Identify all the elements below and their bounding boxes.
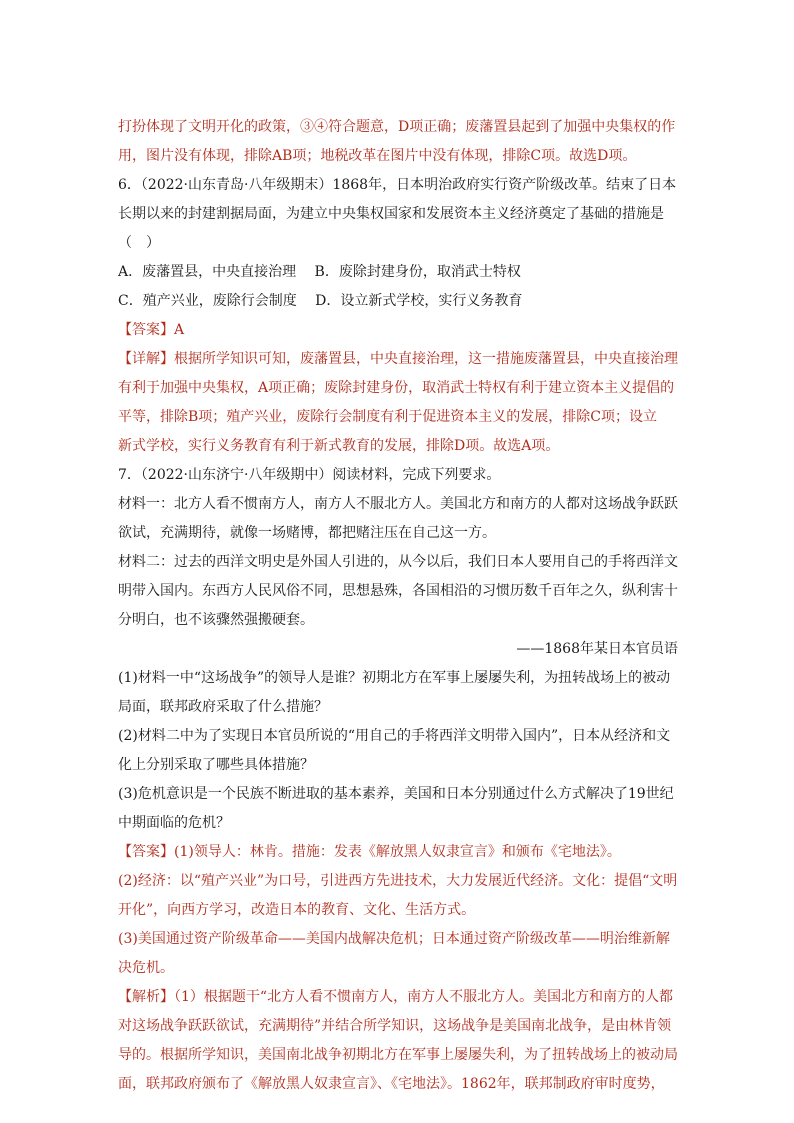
text-line: 【解析】（1）根据题干“北方人看不惯南方人，南方人不服北方人。美国北方和南方的人都 — [118, 989, 674, 1005]
text-line: 分明白，也不该骤然强搬硬套。 — [118, 612, 314, 628]
text-line: 有利于加强中央集权，A项正确；废除封建身份，取消武士特权有利于建立资本主义提倡的 — [118, 380, 675, 396]
text-line: (3)危机意识是一个民族不断进取的基本素养，美国和日本分别通过什么方式解决了19世纪 — [118, 786, 674, 802]
text-line: C．殖产兴业，废除行会制度 D．设立新式学校，实行义务教育 — [118, 293, 523, 309]
text-line: 局面，联邦政府采取了什么措施？ — [118, 699, 328, 715]
document-body — [118, 117, 678, 1103]
text-line: 化上分别采取了哪些具体措施？ — [118, 757, 314, 773]
text-line: 新式学校，实行义务教育有利于新式教育的发展，排除D项。故选A项。 — [118, 438, 560, 454]
text-line: (1)材料一中“这场战争”的领导人是谁？初期北方在军事上屡屡失利，为扭转战场上的被动 — [118, 670, 671, 686]
text-line: 材料一：北方人看不惯南方人，南方人不服北方人。美国北方和南方的人都对这场战争跃跃 — [118, 496, 678, 512]
text-line: （ ） — [118, 235, 160, 251]
text-line: 开化”，向西方学习，改造日本的教育、文化、生活方式。 — [118, 902, 476, 918]
text-line: 【答案】A — [118, 322, 185, 338]
text-line: 6．（2022·山东青岛·八年级期末）1868年，日本明治政府实行资产阶级改革。结束了日本 — [118, 177, 677, 193]
text-line: 中期面临的危机？ — [118, 815, 230, 831]
text-line: (3)美国通过资产阶级革命——美国内战解决危机；日本通过资产阶级改革——明治维新解 — [118, 931, 670, 947]
text-line: 长期以来的封建割据局面，为建立中央集权国家和发展资本主义经济奠定了基础的措施是 — [118, 206, 664, 222]
text-line: 材料二：过去的西洋文明史是外国人引进的，从今以后，我们日本人要用自己的手将西洋文 — [118, 554, 678, 570]
text-line: 欲试，充满期待，就像一场赌博，都把赌注压在自己这一方。 — [118, 525, 496, 541]
text-line: 明带入国内。东西方人民风俗不同，思想悬殊，各国相沿的习惯历数千百年之久，纵利害十 — [118, 583, 678, 599]
text-line: (2)材料二中为了实现日本官员所说的“用自己的手将西洋文明带入国内”，日本从经济和文 — [118, 728, 671, 744]
text-line: 7．（2022·山东济宁·八年级期中）阅读材料，完成下列要求。 — [118, 467, 501, 483]
text-line: 平等，排除B项；殖产兴业，废除行会制度有利于促进资本主义的发展，排除C项；设立 — [118, 409, 657, 425]
text-line: 【答案】(1)领导人：林肯。措施：发表《解放黑人奴隶宣言》和颁布《宅地法》。 — [118, 844, 621, 860]
text-line: 面，联邦政府颁布了《解放黑人奴隶宣言》、《宅地法》。1862年，联邦制政府审时度势， — [118, 1076, 665, 1092]
text-line: ——1868年某日本官员语 — [516, 641, 678, 657]
text-line: 打扮体现了文明开化的政策，③④符合题意，D项正确；废藩置县起到了加强中央集权的作 — [118, 119, 676, 135]
text-line: A．废藩置县，中央直接治理 B．废除封建身份，取消武士特权 — [118, 264, 521, 280]
text-line: (2)经济：以“殖产兴业”为口号，引进西方先进技术，大力发展近代经济。文化：提倡“文明 — [118, 873, 678, 889]
text-line: 对这场战争跃跃欲试，充满期待”并结合所学知识，这场战争是美国南北战争，是由林肯领 — [118, 1018, 672, 1034]
text-line: 【详解】根据所学知识可知，废藩置县，中央直接治理，这一措施废藩置县，中央直接治理 — [118, 351, 678, 367]
text-line: 决危机。 — [118, 960, 174, 976]
text-line: 导的。根据所学知识，美国南北战争初期北方在军事上屡屡失利，为了扭转战场上的被动局 — [118, 1047, 678, 1063]
text-line: 用，图片没有体现，排除AB项；地税改革在图片中没有体现，排除C项。故选D项。 — [118, 148, 637, 164]
